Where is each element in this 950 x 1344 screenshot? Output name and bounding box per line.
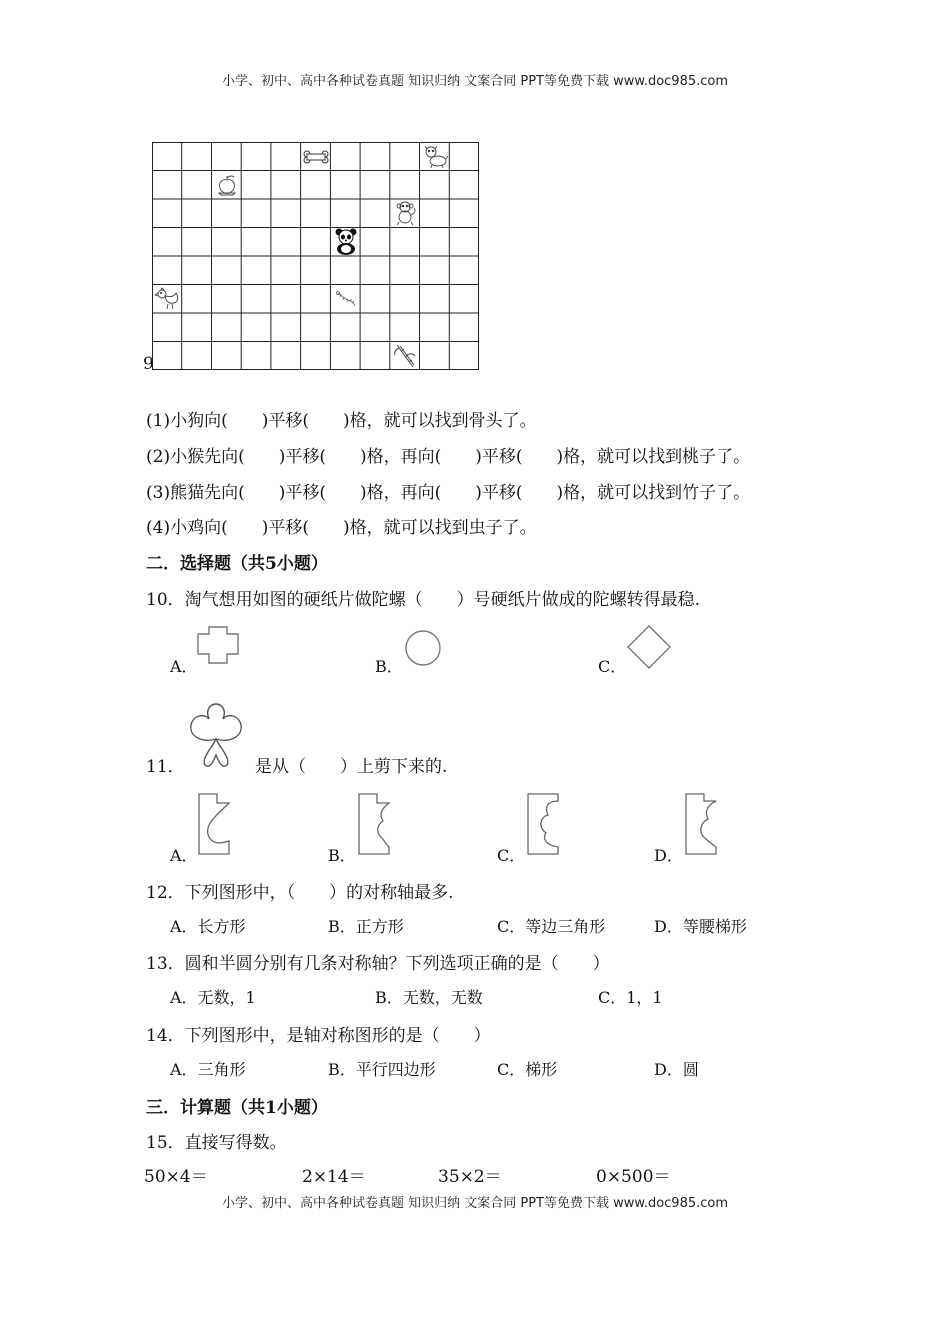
question-9-number: 9 xyxy=(143,354,154,374)
q11-option-d-shape xyxy=(684,793,718,855)
q9-line-4: (4)小鸡向( )平移( )格，就可以找到虫子了。 xyxy=(146,518,537,538)
question-13-stem: 13．圆和半圆分别有几条对称轴？下列选项正确的是（ ） xyxy=(146,954,610,974)
question-14-stem: 14．下列图形中，是轴对称图形的是（ ） xyxy=(146,1026,491,1046)
q12-option-a: A．长方形 xyxy=(170,917,246,936)
q12-option-b: B．正方形 xyxy=(328,917,404,936)
q11-option-d-label: D． xyxy=(654,846,683,865)
panda-icon xyxy=(331,227,360,256)
q11-option-b-label: B． xyxy=(328,846,356,865)
q14-option-b: B．平行四边形 xyxy=(328,1060,436,1079)
q14-option-c: C．梯形 xyxy=(497,1060,558,1079)
q12-option-d: D．等腰梯形 xyxy=(654,917,747,936)
page-header: 小学、初中、高中各种试卷真题 知识归纳 文案合同 PPT等免费下载 www.doc985.com xyxy=(221,74,729,89)
q9-line-2: (2)小猴先向( )平移( )格，再向( )平移( )格，就可以找到桃子了。 xyxy=(146,447,751,467)
bug-icon xyxy=(331,285,360,313)
q10-cross-shape xyxy=(197,626,239,664)
question-11-stem: 是从（ ）上剪下来的. xyxy=(255,757,448,777)
question-11-number: 11． xyxy=(146,757,185,777)
q11-option-c-shape xyxy=(526,793,560,855)
chicken-icon xyxy=(153,285,181,313)
section-3-title: 三．计算题（共1小题） xyxy=(146,1098,328,1118)
question-12-stem: 12．下列图形中，（ ）的对称轴最多. xyxy=(146,883,454,903)
page-footer: 小学、初中、高中各种试卷真题 知识归纳 文案合同 PPT等免费下载 www.doc985.com xyxy=(221,1196,729,1211)
q12-option-c: C．等边三角形 xyxy=(497,917,606,936)
q13-option-b: B．无数，无数 xyxy=(375,988,483,1007)
q11-option-a-label: A． xyxy=(170,846,198,865)
q11-option-c-label: C． xyxy=(497,846,526,865)
q9-line-3: (3)熊猫先向( )平移( )格，再向( )平移( )格，就可以找到竹子了。 xyxy=(146,483,751,503)
bone-icon xyxy=(302,144,330,170)
q14-option-a: A．三角形 xyxy=(170,1060,246,1079)
q15-item-4: 0×500＝ xyxy=(596,1167,671,1187)
q9-line-1: (1)小狗向( )平移( )格，就可以找到骨头了。 xyxy=(146,411,537,431)
q14-option-d: D．圆 xyxy=(654,1060,699,1079)
translation-grid xyxy=(152,142,479,370)
peach-icon xyxy=(212,171,241,199)
q13-option-c: C．1，1 xyxy=(598,988,663,1007)
q10-option-a-label: A． xyxy=(170,657,198,676)
q15-item-2: 2×14＝ xyxy=(302,1167,366,1187)
monkey-icon xyxy=(390,199,419,227)
q15-item-1: 50×4＝ xyxy=(144,1167,208,1187)
q10-diamond-shape xyxy=(626,624,672,670)
dog-icon xyxy=(420,143,449,170)
q10-option-c-label: C． xyxy=(598,657,627,676)
q11-option-b-shape xyxy=(357,793,391,855)
q10-circle-shape xyxy=(404,629,442,667)
question-15-stem: 15．直接写得数。 xyxy=(146,1133,287,1153)
q11-clover-shape xyxy=(185,703,247,769)
q15-item-3: 35×2＝ xyxy=(438,1167,502,1187)
section-2-title: 二．选择题（共5小题） xyxy=(146,554,328,574)
q11-option-a-shape xyxy=(197,793,231,855)
q13-option-a: A．无数，1 xyxy=(170,988,256,1007)
question-10-stem: 10．淘气想用如图的硬纸片做陀螺（ ）号硬纸片做成的陀螺转得最稳. xyxy=(146,590,701,610)
q10-option-b-label: B． xyxy=(375,657,403,676)
bamboo-icon xyxy=(390,342,419,370)
